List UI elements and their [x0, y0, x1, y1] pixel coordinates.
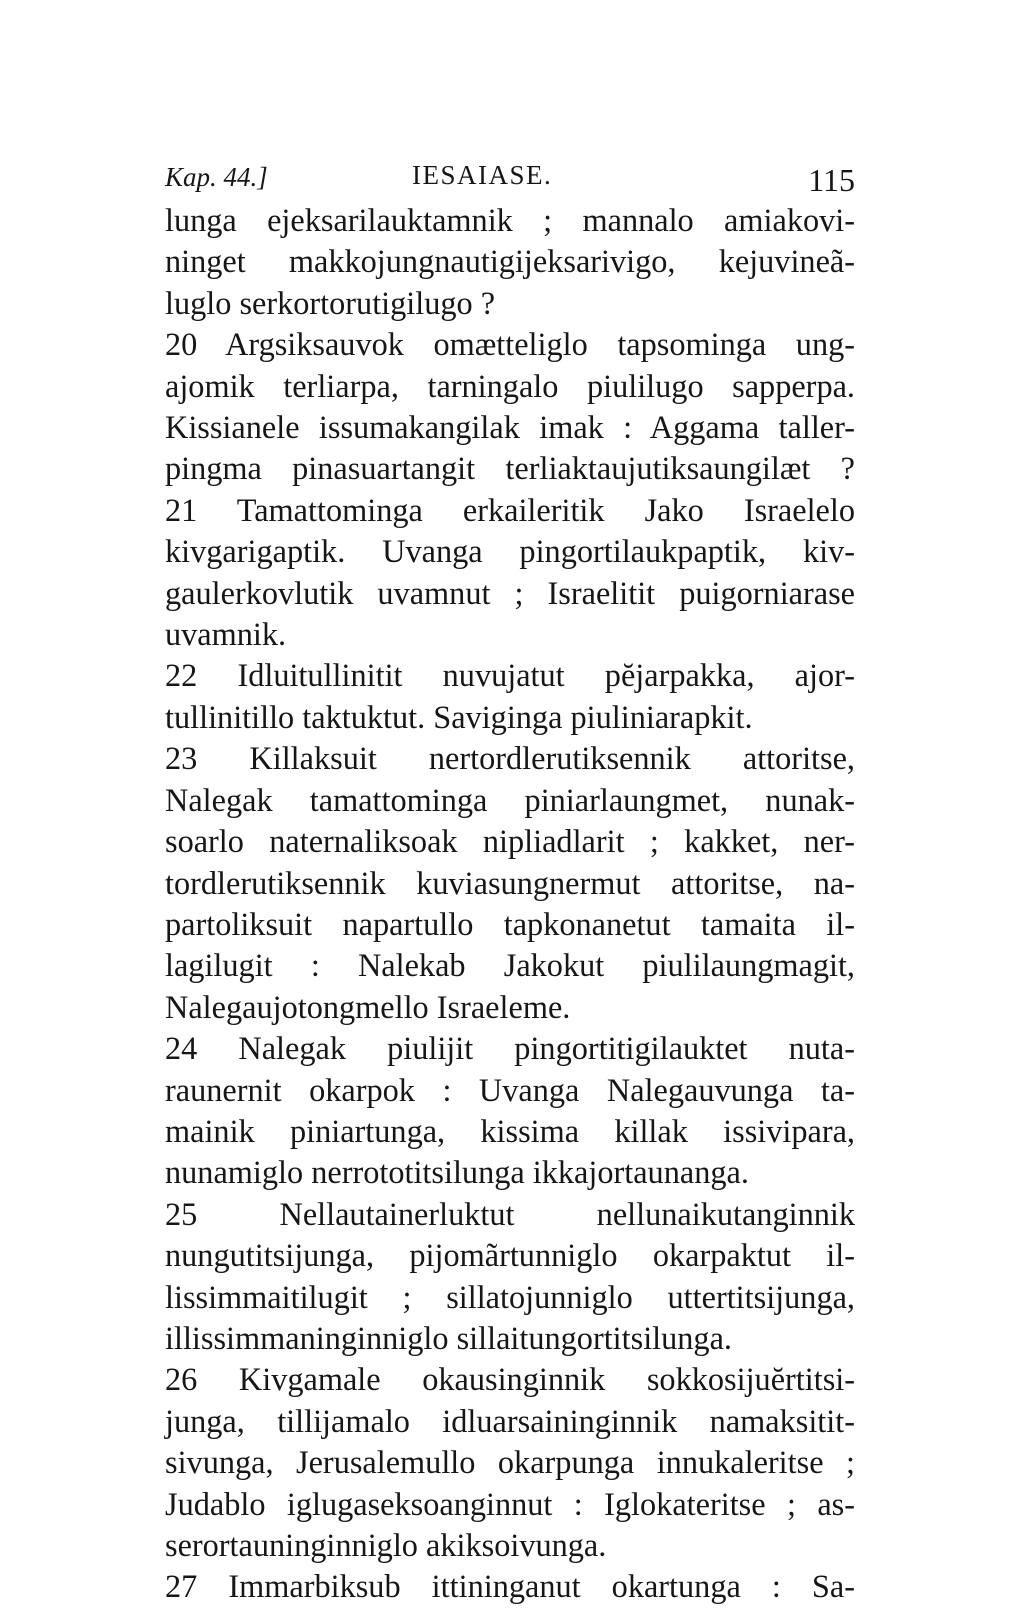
text-line: nungutitsijunga, pijomãrtunniglo okarpaktut il-	[165, 1237, 855, 1274]
text-line: 23 Killaksuit nertordlerutiksennik attoritse,	[165, 740, 855, 777]
text-line: sivunga, Jerusalemullo okarpunga innukaleritse ;	[165, 1444, 855, 1481]
text-line: raunernit okarpok : Uvanga Nalegauvunga ta-	[165, 1071, 855, 1108]
text-line: tullinitillo taktuktut. Saviginga piuliniarapkit.	[165, 698, 753, 735]
text-line: 24 Nalegak piulijit pingortitigilauktet nuta-	[165, 1030, 855, 1067]
text-line: tordlerutiksennik kuviasungnermut attoritse, na-	[165, 864, 855, 901]
text-line: pingma pinasuartangit terliaktaujutiksaungilæt ?	[165, 450, 855, 487]
running-header	[165, 148, 855, 200]
text-line: lissimmaitilugit ; sillatojunniglo uttertitsijunga,	[165, 1278, 855, 1315]
text-line: Kissianele issumakangilak imak : Aggama taller-	[165, 409, 855, 446]
page-text	[165, 200, 855, 1608]
text-line: ajomik terliarpa, tarningalo piulilugo sapperpa.	[165, 367, 855, 404]
text-line: kivgarigaptik. Uvanga pingortilaukpaptik, kiv-	[165, 533, 855, 570]
text-line: ninget makkojungnautigijeksarivigo, kejuvineã-	[165, 243, 855, 280]
text-line: lagilugit : Nalekab Jakokut piulilaungmagit,	[165, 947, 855, 984]
text-line: 27 Immarbiksub ittininganut okartunga : Sa-	[165, 1568, 855, 1605]
text-line: Nalegaujotongmello Israeleme.	[165, 988, 571, 1025]
text-line: Judablo iglugaseksoanginnut : Iglokateritse ; as-	[165, 1485, 855, 1522]
page-number: 115	[808, 162, 855, 198]
text-line: 22 Idluitullinitit nuvujatut pĕjarpakka, ajor-	[165, 657, 855, 694]
text-line: gaulerkovlutik uvamnut ; Israelitit puigorniarase	[165, 574, 855, 611]
text-line: uvamnik.	[165, 616, 287, 653]
text-line: 20 Argsiksauvok omætteliglo tapsominga ung-	[165, 326, 855, 363]
text-line: illissimmaninginniglo sillaitungortitsilunga.	[165, 1319, 732, 1356]
text-line: junga, tillijamalo idluarsaininginnik namaksitit-	[165, 1402, 855, 1439]
book-title: IESAIASE.	[412, 160, 553, 190]
text-line: serortauninginniglo akiksoivunga.	[165, 1527, 607, 1563]
text-line: Nalegak tamattominga piniarlaungmet, nunak-	[165, 781, 855, 818]
text-line: 21 Tamattominga erkaileritik Jako Israelelo	[165, 491, 855, 528]
text-line: soarlo naternaliksoak nipliadlarit ; kakket, ner-	[165, 823, 855, 860]
text-line: nunamiglo nerrototitsilunga ikkajortaunanga.	[165, 1154, 749, 1191]
text-line: partoliksuit napartullo tapkonanetut tamaita il-	[165, 905, 855, 942]
text-line: luglo serkortorutigilugo ?	[165, 284, 496, 321]
text-line: lunga ejeksarilauktamnik ; mannalo amiakovi-	[165, 202, 855, 238]
book-page	[165, 148, 855, 1608]
text-line: 26 Kivgamale okausinginnik sokkosijuĕrtitsi-	[165, 1361, 855, 1398]
text-line: mainik piniartunga, kissima killak issivipara,	[165, 1112, 855, 1149]
chapter-reference: Kap. 44.]	[165, 162, 268, 192]
text-line: 25 Nellautainerluktut nellunaikutanginnik	[165, 1195, 855, 1232]
